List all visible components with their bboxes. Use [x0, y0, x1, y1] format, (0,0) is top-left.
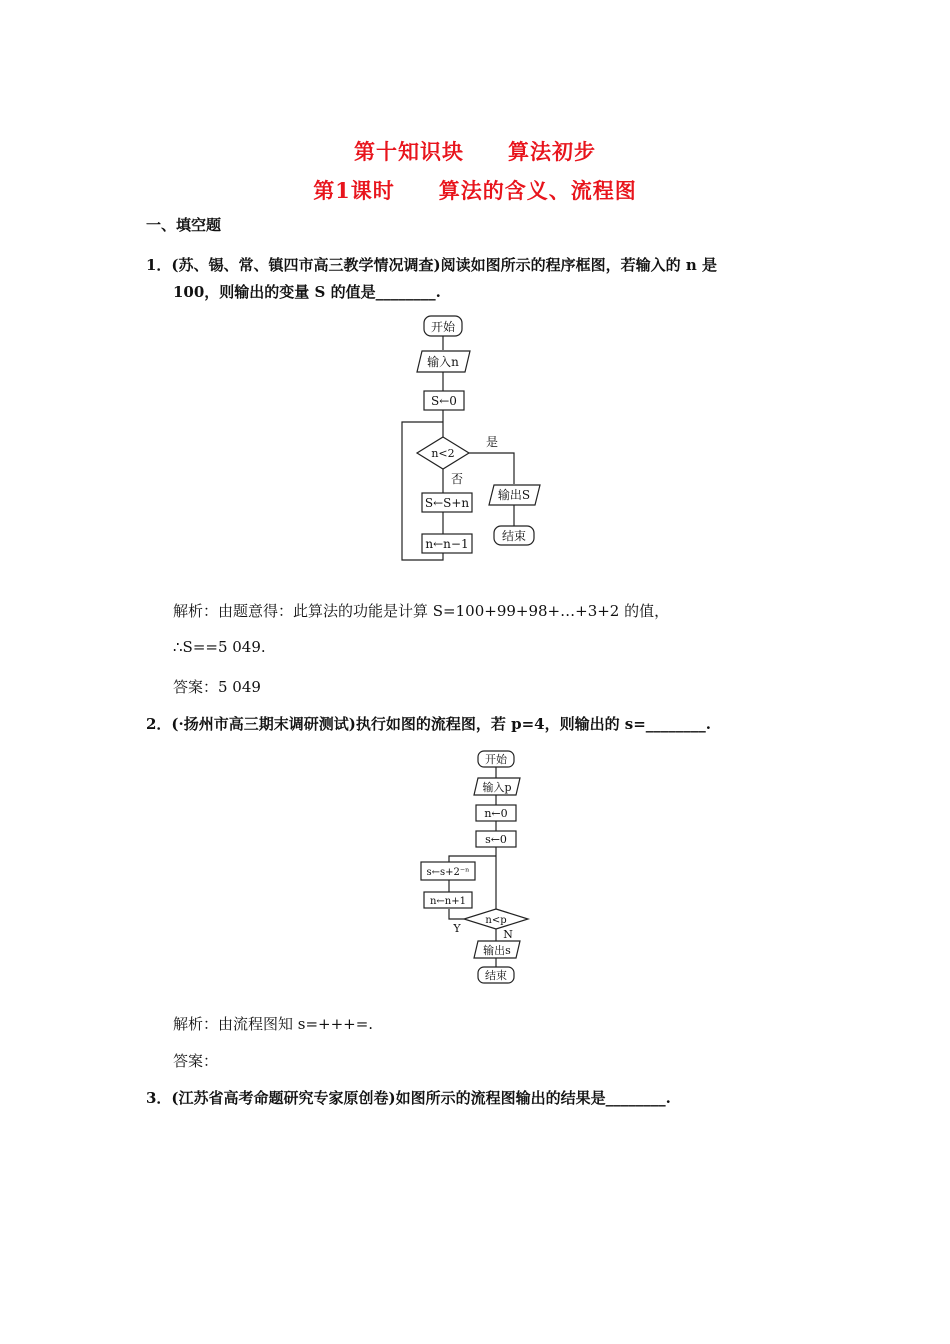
- q2-output-text: 输出s: [483, 944, 511, 957]
- q1-end-text: 结束: [501, 529, 527, 543]
- q1-yes-label: 是: [485, 435, 499, 449]
- q1-output-text: 输出S: [497, 488, 531, 502]
- q2-end-text: 结束: [485, 969, 507, 982]
- q2-inc-text: n←n+1: [429, 896, 467, 907]
- q1-stem-line1: 1．(苏、锡、常、镇四市高三教学情况调查)阅读如图所示的程序框图，若输入的 n 是: [146, 256, 717, 274]
- q3-stem-line1: 3．(江苏省高考命题研究专家原创卷)如图所示的流程图输出的结果是________.: [146, 1089, 671, 1107]
- q2-init-s-text: s←0: [485, 833, 507, 846]
- q1-start-text: 开始: [430, 320, 456, 334]
- q1-input-text: 输入n: [427, 355, 459, 369]
- section-heading: 一、填空题: [146, 216, 222, 234]
- q1-dec-text: n←n−1: [425, 537, 469, 551]
- lesson-title: 第1课时 算法的含义、流程图: [313, 178, 637, 203]
- q2-condition-text: n<p: [485, 915, 507, 926]
- q2-input-text: 输入p: [482, 781, 512, 794]
- q1-therefore: ∴S==5 049.: [173, 638, 266, 656]
- q1-add-text: S←S+n: [424, 496, 470, 510]
- chapter-title: 第十知识块 算法初步: [354, 139, 596, 164]
- q2-yes-label: Y: [453, 922, 461, 935]
- q2-analysis: 解析：由流程图知 s=+++=.: [173, 1015, 374, 1033]
- q2-init-n-text: n←0: [484, 807, 508, 820]
- q1-answer: 答案：5 049: [173, 678, 261, 696]
- q1-condition-text: n<2: [431, 447, 455, 460]
- q1-init-text: S←0: [431, 394, 457, 408]
- q2-start-text: 开始: [485, 753, 507, 766]
- q2-update-s-text: s←s+2⁻ⁿ: [426, 867, 470, 878]
- q2-no-label: N: [503, 928, 513, 941]
- q1-no-label: 否: [450, 472, 464, 486]
- q1-stem-line2: 100，则输出的变量 S 的值是________.: [173, 283, 441, 301]
- q2-answer: 答案：: [173, 1052, 219, 1070]
- q2-stem-line1: 2．(·扬州市高三期末调研测试)执行如图的流程图，若 p=4，则输出的 s=________.: [146, 715, 712, 733]
- q1-analysis: 解析：由题意得：此算法的功能是计算 S=100+99+98+…+3+2 的值，: [173, 602, 670, 620]
